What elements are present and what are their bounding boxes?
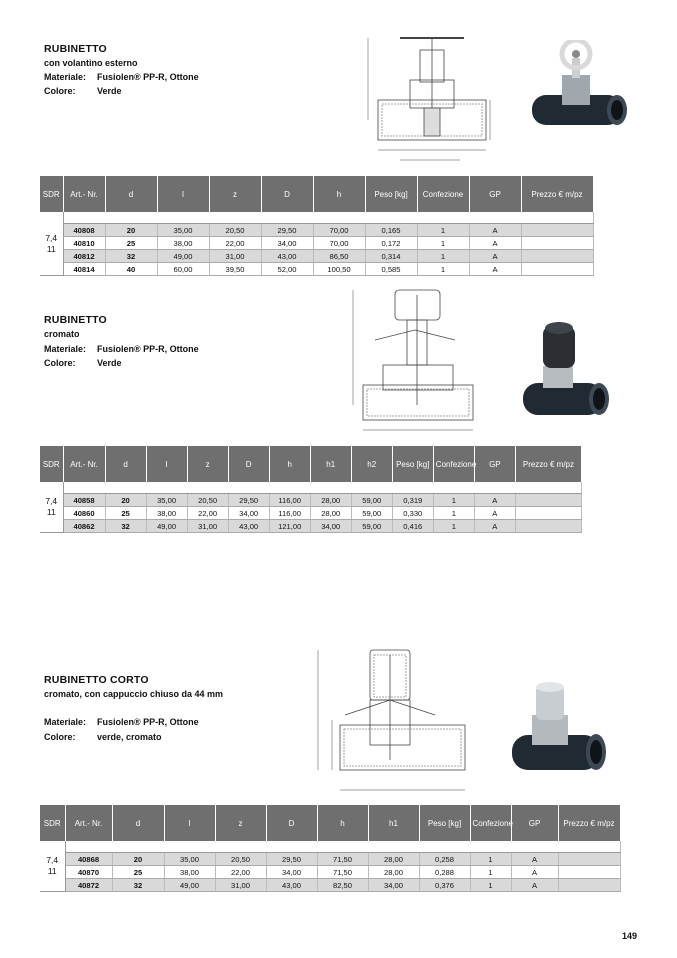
product-3-title: RUBINETTO CORTO	[44, 674, 149, 686]
cell: 1	[433, 507, 474, 520]
price-cell	[521, 263, 593, 276]
col-header: z	[215, 805, 266, 841]
price-cell	[558, 853, 620, 866]
col-header: h1	[310, 446, 351, 482]
cell: 121,00	[269, 520, 310, 533]
col-header: SDR	[40, 446, 63, 482]
cell: 116,00	[269, 494, 310, 507]
cell: 31,00	[187, 520, 228, 533]
table-row	[40, 507, 582, 520]
cell: 82,50	[317, 879, 368, 892]
product-1-title: RUBINETTO	[44, 43, 107, 55]
material-value: Fusiolen® PP-R, Ottone	[97, 344, 199, 354]
col-header: h2	[351, 446, 392, 482]
cell: 32	[105, 250, 157, 263]
cell: 49,00	[157, 250, 209, 263]
product-2-photo	[515, 318, 615, 428]
cell: 70,00	[313, 237, 365, 250]
sdr-cell: 7,4 11	[40, 212, 63, 276]
cell: 20,50	[209, 224, 261, 237]
col-header: l	[146, 446, 187, 482]
col-header: d	[112, 805, 164, 841]
material-label: Materiale:	[44, 717, 87, 727]
table-row	[40, 520, 582, 533]
cell: 20	[112, 853, 164, 866]
product-3-photo	[502, 680, 612, 790]
product-3-subtitle: cromato, con cappuccio chiuso da 44 mm	[44, 689, 224, 699]
col-header: d	[105, 446, 146, 482]
table-row	[40, 879, 620, 892]
table-row	[40, 494, 582, 507]
col-header: Prezzo € m/pz	[558, 805, 620, 841]
cell: 20	[105, 494, 146, 507]
cell: 100,50	[313, 263, 365, 276]
cell: 49,00	[146, 520, 187, 533]
product-1-material	[44, 72, 199, 82]
col-header: Art.- Nr.	[63, 176, 105, 212]
cell: A	[469, 263, 521, 276]
cell: 35,00	[146, 494, 187, 507]
cell: 28,00	[368, 866, 419, 879]
col-header: GP	[474, 446, 515, 482]
material-label: Materiale:	[44, 72, 87, 82]
cell: 60,00	[157, 263, 209, 276]
cell: 0,258	[419, 853, 470, 866]
col-header: z	[209, 176, 261, 212]
cell: 1	[433, 494, 474, 507]
product-1-subtitle: con volantino esterno	[44, 58, 138, 68]
cell: A	[474, 507, 515, 520]
cell: 43,00	[266, 879, 317, 892]
cell: 39,50	[209, 263, 261, 276]
cell: 40810	[63, 237, 105, 250]
product-3-table	[40, 805, 621, 892]
color-value: Verde	[97, 358, 122, 368]
cell: 0,319	[392, 494, 433, 507]
cell: 40860	[63, 507, 105, 520]
cell: 0,314	[365, 250, 417, 263]
table-header	[40, 176, 593, 212]
cell: 34,00	[261, 237, 313, 250]
cell: 43,00	[228, 520, 269, 533]
cell: 59,00	[351, 520, 392, 533]
col-header: h	[317, 805, 368, 841]
col-header: D	[228, 446, 269, 482]
col-header: Confezione	[417, 176, 469, 212]
col-header: SDR	[40, 805, 65, 841]
cell: 34,00	[228, 507, 269, 520]
col-header: h	[269, 446, 310, 482]
cell: 40812	[63, 250, 105, 263]
product-2-material	[44, 344, 199, 354]
cell: 34,00	[368, 879, 419, 892]
product-3-material	[44, 717, 199, 727]
table-row	[40, 237, 593, 250]
cell: 40868	[65, 853, 112, 866]
col-header: Peso [kg]	[365, 176, 417, 212]
cell: 32	[112, 879, 164, 892]
col-header: Confezione	[433, 446, 474, 482]
col-header: l	[157, 176, 209, 212]
col-header: Prezzo € m/pz	[515, 446, 581, 482]
product-2-table	[40, 446, 582, 533]
cell: 1	[470, 853, 511, 866]
cell: 59,00	[351, 494, 392, 507]
cell: 70,00	[313, 224, 365, 237]
cell: 1	[470, 866, 511, 879]
price-cell	[515, 507, 581, 520]
col-header: GP	[511, 805, 558, 841]
col-header: Confezione	[470, 805, 511, 841]
cell: 52,00	[261, 263, 313, 276]
cell: A	[474, 494, 515, 507]
cell: 28,00	[310, 494, 351, 507]
cell: 0,288	[419, 866, 470, 879]
cell: 71,50	[317, 866, 368, 879]
cell: 0,165	[365, 224, 417, 237]
cell: 28,00	[310, 507, 351, 520]
price-cell	[521, 237, 593, 250]
cell: 22,00	[187, 507, 228, 520]
table-header	[40, 446, 582, 482]
col-header: z	[187, 446, 228, 482]
cell: 1	[470, 879, 511, 892]
cell: A	[474, 520, 515, 533]
cell: 0,376	[419, 879, 470, 892]
product-1-photo	[522, 40, 632, 140]
cell: A	[469, 250, 521, 263]
color-value: Verde	[97, 86, 122, 96]
sdr-cell: 7,4 11	[40, 841, 65, 892]
price-cell	[521, 224, 593, 237]
col-header: h	[313, 176, 365, 212]
cell: 22,00	[209, 237, 261, 250]
product-1-technical-drawing	[360, 20, 500, 170]
table-row	[40, 866, 620, 879]
table-row	[40, 263, 593, 276]
material-value: Fusiolen® PP-R, Ottone	[97, 717, 199, 727]
col-header: h1	[368, 805, 419, 841]
cell: 25	[105, 237, 157, 250]
table-row	[40, 224, 593, 237]
cell: A	[511, 866, 558, 879]
cell: 31,00	[215, 879, 266, 892]
col-header: l	[164, 805, 215, 841]
material-label: Materiale:	[44, 344, 87, 354]
cell: A	[511, 879, 558, 892]
cell: 0,585	[365, 263, 417, 276]
col-header: Peso [kg]	[419, 805, 470, 841]
color-label: Colore:	[44, 358, 76, 368]
cell: 20,50	[215, 853, 266, 866]
cell: 35,00	[157, 224, 209, 237]
cell: 20	[105, 224, 157, 237]
col-header: D	[261, 176, 313, 212]
cell: 0,416	[392, 520, 433, 533]
cell: 38,00	[157, 237, 209, 250]
col-header: Peso [kg]	[392, 446, 433, 482]
price-cell	[515, 520, 581, 533]
col-header: SDR	[40, 176, 63, 212]
col-header: d	[105, 176, 157, 212]
cell: 0,330	[392, 507, 433, 520]
product-2-technical-drawing	[345, 285, 485, 440]
cell: 20,50	[187, 494, 228, 507]
cell: 116,00	[269, 507, 310, 520]
product-2-title: RUBINETTO	[44, 314, 107, 326]
product-2-color	[44, 358, 122, 368]
table-header	[40, 805, 620, 841]
price-cell	[558, 879, 620, 892]
cell: 25	[105, 507, 146, 520]
product-1-table	[40, 176, 594, 276]
table-row	[40, 250, 593, 263]
cell: 40872	[65, 879, 112, 892]
cell: 59,00	[351, 507, 392, 520]
price-cell	[558, 866, 620, 879]
cell: 38,00	[164, 866, 215, 879]
cell: 1	[417, 263, 469, 276]
cell: 43,00	[261, 250, 313, 263]
cell: 22,00	[215, 866, 266, 879]
color-label: Colore:	[44, 732, 76, 742]
cell: 34,00	[266, 866, 317, 879]
sdr-cell: 7,4 11	[40, 482, 63, 533]
cell: 86,50	[313, 250, 365, 263]
cell: 38,00	[146, 507, 187, 520]
cell: 25	[112, 866, 164, 879]
cell: 1	[417, 237, 469, 250]
cell: 40814	[63, 263, 105, 276]
cell: 40858	[63, 494, 105, 507]
cell: 49,00	[164, 879, 215, 892]
cell: 40	[105, 263, 157, 276]
cell: A	[511, 853, 558, 866]
product-3-color	[44, 732, 162, 742]
cell: A	[469, 237, 521, 250]
col-header: Art.- Nr.	[65, 805, 112, 841]
cell: 28,00	[368, 853, 419, 866]
cell: 31,00	[209, 250, 261, 263]
cell: 35,00	[164, 853, 215, 866]
product-2-subtitle: cromato	[44, 329, 80, 339]
page-number: 149	[621, 931, 637, 941]
cell: 0,172	[365, 237, 417, 250]
cell: 32	[105, 520, 146, 533]
color-label: Colore:	[44, 86, 76, 96]
product-3-technical-drawing	[310, 645, 470, 805]
material-value: Fusiolen® PP-R, Ottone	[97, 72, 199, 82]
cell: 71,50	[317, 853, 368, 866]
col-header: Art.- Nr.	[63, 446, 105, 482]
cell: 40808	[63, 224, 105, 237]
table-row	[40, 853, 620, 866]
cell: A	[469, 224, 521, 237]
cell: 29,50	[266, 853, 317, 866]
cell: 40870	[65, 866, 112, 879]
cell: 29,50	[261, 224, 313, 237]
price-cell	[515, 494, 581, 507]
cell: 1	[417, 250, 469, 263]
col-header: Prezzo € m/pz	[521, 176, 593, 212]
color-value: verde, cromato	[97, 732, 162, 742]
cell: 1	[433, 520, 474, 533]
cell: 40862	[63, 520, 105, 533]
product-1-color	[44, 86, 122, 96]
col-header: GP	[469, 176, 521, 212]
cell: 29,50	[228, 494, 269, 507]
cell: 1	[417, 224, 469, 237]
col-header: D	[266, 805, 317, 841]
price-cell	[521, 250, 593, 263]
cell: 34,00	[310, 520, 351, 533]
